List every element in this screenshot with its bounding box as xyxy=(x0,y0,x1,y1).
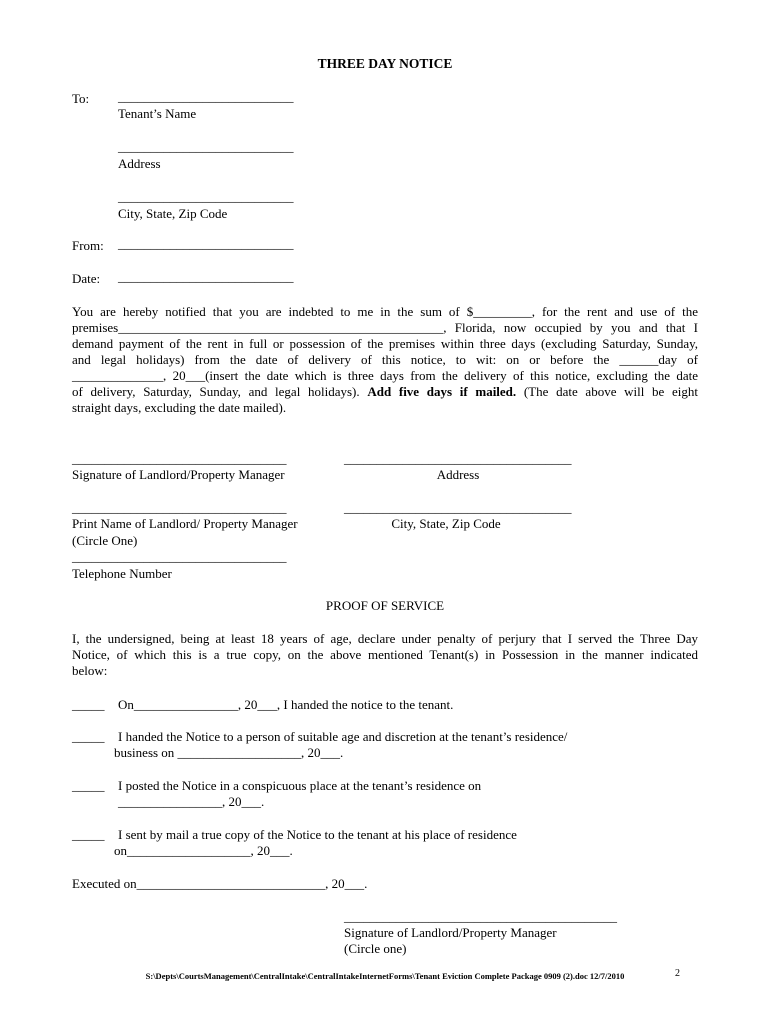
notice-line-text: of delivery, Saturday, Sunday, and legal holidays). xyxy=(72,384,368,399)
notice-paragraph xyxy=(72,304,698,416)
proof-intro xyxy=(72,631,698,679)
date-label: Date: xyxy=(72,271,101,286)
option-3-blank[interactable]: _____ xyxy=(72,778,105,793)
notice-line: demand payment of the rent in full or possession of the premises within three days (excluding Saturday, Sunday, xyxy=(72,336,698,351)
tenant-address-caption: Address xyxy=(118,156,161,171)
from-label: From: xyxy=(72,238,104,253)
telephone-caption: Telephone Number xyxy=(72,566,172,581)
date-line[interactable]: ___________________________ xyxy=(118,269,294,284)
option-4-blank[interactable]: _____ xyxy=(72,827,105,842)
notice-line xyxy=(72,384,698,400)
page-title: THREE DAY NOTICE xyxy=(317,56,453,71)
option-1-blank[interactable]: _____ xyxy=(72,697,105,712)
tenant-city-caption: City, State, Zip Code xyxy=(118,206,228,221)
executed-on-line[interactable]: Executed on_____________________________, 20___. xyxy=(72,876,368,891)
option-1-text: On________________, 20___, I handed the notice to the tenant. xyxy=(118,697,454,712)
final-signature-line[interactable]: __________________________________________ xyxy=(344,909,617,924)
proof-intro-line: below: xyxy=(72,663,108,678)
option-4-text: I sent by mail a true copy of the Notice to the tenant at his place of residence xyxy=(118,827,517,842)
tenant-city-line[interactable]: ___________________________ xyxy=(118,189,294,204)
from-line[interactable]: ___________________________ xyxy=(118,236,294,251)
final-circle-one: (Circle one) xyxy=(344,941,407,956)
option-3-text: I posted the Notice in a conspicuous place at the tenant’s residence on xyxy=(118,778,482,793)
proof-heading: PROOF OF SERVICE xyxy=(325,598,445,613)
tenant-name-line[interactable]: ___________________________ xyxy=(118,89,294,104)
notice-line: You are hereby notified that you are indebted to me in the sum of $_________, for the rent and use of the xyxy=(72,304,698,319)
mail-warning: Add five days if mailed. xyxy=(367,384,517,399)
tenant-name-caption: Tenant’s Name xyxy=(118,106,197,121)
landlord-city-caption: City, State, Zip Code xyxy=(391,516,501,531)
page-number: 2 xyxy=(675,968,680,979)
notice-line: ______________, 20___(insert the date which is three days from the delivery of this notice, excluding the date xyxy=(72,368,698,383)
landlord-city-line[interactable]: ___________________________________ xyxy=(344,500,572,515)
final-signature-caption: Signature of Landlord/Property Manager xyxy=(344,925,557,940)
print-name-line[interactable]: _________________________________ xyxy=(72,500,287,515)
footer-file-path: S:\Depts\CourtsManagement\CentralIntake\CentralIntakeInternetForms\Tenant Eviction Complete Package 0909 (2).doc 12/7/2010 xyxy=(145,971,625,981)
telephone-line[interactable]: _________________________________ xyxy=(72,549,287,564)
landlord-address-caption: Address xyxy=(436,467,480,482)
landlord-signature-caption: Signature of Landlord/Property Manager xyxy=(72,467,285,482)
option-2-text-cont: business on ___________________, 20___. xyxy=(114,745,344,760)
circle-one-caption: (Circle One) xyxy=(72,533,138,548)
tenant-address-line[interactable]: ___________________________ xyxy=(118,139,294,154)
to-label: To: xyxy=(72,91,90,106)
option-2-text: I handed the Notice to a person of suitable age and discretion at the tenant’s residence/ xyxy=(118,729,568,744)
print-name-caption: Print Name of Landlord/ Property Manager xyxy=(72,516,298,531)
notice-line-text: (The date above will be eight xyxy=(516,384,699,399)
option-3-text-cont: ________________, 20___. xyxy=(118,794,265,809)
proof-intro-line: I, the undersigned, being at least 18 years of age, declare under penalty of perjury that I served the Three Day xyxy=(72,631,698,646)
notice-line: straight days, excluding the date mailed). xyxy=(72,400,287,415)
proof-intro-line: Notice, of which this is a true copy, on the above mentioned Tenant(s) in Possession in the manner indicated xyxy=(72,647,698,662)
landlord-address-line[interactable]: ___________________________________ xyxy=(344,451,572,466)
notice-line: and legal holidays) from the date of delivery of this notice, to wit: on or before the ______day of xyxy=(72,352,698,367)
notice-line: premises__________________________________________________, Florida, now occupied by you and that I xyxy=(72,320,698,335)
option-4-text-cont: on___________________, 20___. xyxy=(114,843,293,858)
landlord-signature-line[interactable]: _________________________________ xyxy=(72,451,287,466)
option-2-blank[interactable]: _____ xyxy=(72,729,105,744)
